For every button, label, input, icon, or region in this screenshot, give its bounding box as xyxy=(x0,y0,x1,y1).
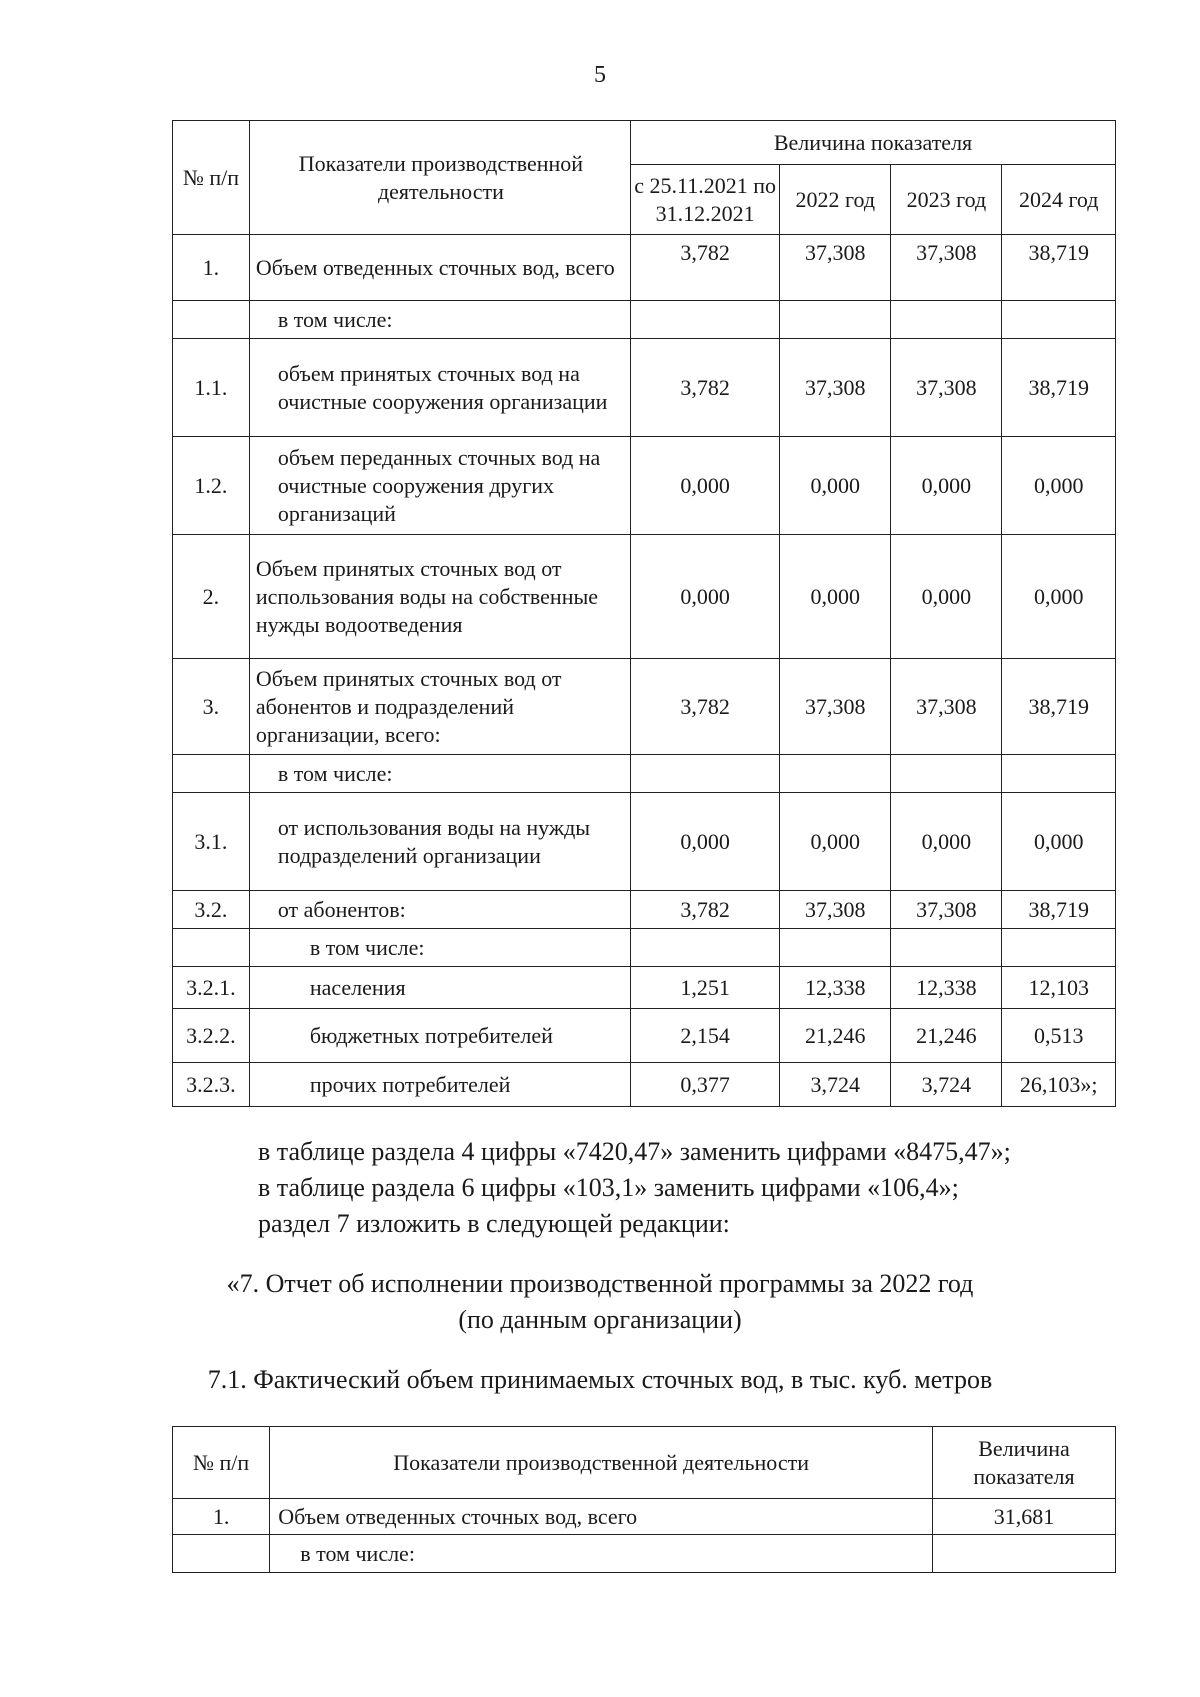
row-value: 37,308 xyxy=(891,235,1002,301)
row-value: 3,724 xyxy=(891,1063,1002,1107)
row-indicator: от использования воды на нужды подразделений организации xyxy=(249,793,630,891)
column-header-period: 2024 год xyxy=(1002,165,1116,235)
table-row xyxy=(173,535,1116,659)
row-indicator: от абонентов: xyxy=(249,891,630,929)
row-value: 31,681 xyxy=(932,1499,1115,1535)
table-row xyxy=(173,1499,1116,1535)
row-value: 37,308 xyxy=(780,891,891,929)
row-value: 26,103»; xyxy=(1002,1063,1116,1107)
row-value: 0,000 xyxy=(891,437,1002,535)
row-indicator: Объем отведенных сточных вод, всего xyxy=(270,1499,933,1535)
row-value: 3,782 xyxy=(631,659,780,755)
row-number: 1. xyxy=(173,1499,270,1535)
column-header-indicators: Показатели производственной деятельности xyxy=(249,121,630,235)
row-value: 0,000 xyxy=(631,535,780,659)
row-value: 38,719 xyxy=(1002,339,1116,437)
row-value: 0,000 xyxy=(1002,793,1116,891)
row-number xyxy=(173,929,250,967)
row-value: 21,246 xyxy=(780,1009,891,1063)
row-value: 0,000 xyxy=(780,793,891,891)
table-row xyxy=(173,967,1116,1009)
row-value xyxy=(932,1535,1115,1573)
row-value xyxy=(891,301,1002,339)
table-row xyxy=(173,659,1116,755)
row-value: 38,719 xyxy=(1002,891,1116,929)
row-indicator: в том числе: xyxy=(249,301,630,339)
row-value xyxy=(1002,755,1116,793)
row-indicator: прочих потребителей xyxy=(249,1063,630,1107)
row-indicator: бюджетных потребителей xyxy=(249,1009,630,1063)
row-value: 38,719 xyxy=(1002,659,1116,755)
table-row xyxy=(173,929,1116,967)
row-value: 0,000 xyxy=(1002,535,1116,659)
table-row xyxy=(173,793,1116,891)
column-header-value-group: Величина показателя xyxy=(631,121,1116,165)
table-row xyxy=(173,755,1116,793)
table-row xyxy=(173,339,1116,437)
row-number: 1. xyxy=(173,235,250,301)
column-header-period: 2023 год xyxy=(891,165,1002,235)
amendment-paragraph: в таблице раздела 6 цифры «103,1» заменить цифрами «106,4»; xyxy=(258,1173,959,1202)
column-header-no: № п/п xyxy=(173,121,250,235)
row-value: 37,308 xyxy=(780,339,891,437)
row-value: 0,000 xyxy=(1002,437,1116,535)
row-value: 21,246 xyxy=(891,1009,1002,1063)
column-header-period: 2022 год xyxy=(780,165,891,235)
row-number: 1.2. xyxy=(173,437,250,535)
subsection-title: 7.1. Фактический объем принимаемых сточных вод, в тыс. куб. метров xyxy=(207,1365,993,1394)
row-number: 3.2.3. xyxy=(173,1063,250,1107)
row-value: 0,513 xyxy=(1002,1009,1116,1063)
page-number: 5 xyxy=(594,62,606,88)
table-row xyxy=(173,235,1116,301)
row-number: 1.1. xyxy=(173,339,250,437)
row-indicator: в том числе: xyxy=(270,1535,933,1573)
row-value: 0,000 xyxy=(631,793,780,891)
column-header-no: № п/п xyxy=(173,1427,270,1499)
row-number: 3.2.1. xyxy=(173,967,250,1009)
row-value xyxy=(891,755,1002,793)
row-indicator: населения xyxy=(249,967,630,1009)
amendment-paragraph: раздел 7 изложить в следующей редакции: xyxy=(258,1209,730,1238)
row-number xyxy=(173,1535,270,1573)
row-indicator: объем принятых сточных вод на очистные сооружения организации xyxy=(249,339,630,437)
row-indicator: Объем принятых сточных вод от использования воды на собственные нужды водоотведения xyxy=(249,535,630,659)
table-row xyxy=(173,1063,1116,1107)
row-value: 12,338 xyxy=(780,967,891,1009)
row-indicator: Объем принятых сточных вод от абонентов и подразделений организации, всего: xyxy=(249,659,630,755)
row-number xyxy=(173,755,250,793)
table-row xyxy=(173,437,1116,535)
section-title: «7. Отчет об исполнении производственной программы за 2022 год xyxy=(226,1269,974,1298)
row-value xyxy=(631,755,780,793)
row-value: 0,000 xyxy=(780,535,891,659)
row-value xyxy=(1002,301,1116,339)
row-value xyxy=(631,301,780,339)
row-value: 12,103 xyxy=(1002,967,1116,1009)
row-value: 2,154 xyxy=(631,1009,780,1063)
row-value xyxy=(1002,929,1116,967)
row-number: 3.1. xyxy=(173,793,250,891)
row-value: 37,308 xyxy=(780,659,891,755)
row-value: 3,782 xyxy=(631,235,780,301)
row-value: 3,724 xyxy=(780,1063,891,1107)
row-value xyxy=(780,301,891,339)
column-header-value: Величина показателя xyxy=(932,1427,1115,1499)
row-number: 3. xyxy=(173,659,250,755)
row-value: 37,308 xyxy=(891,891,1002,929)
row-value: 3,782 xyxy=(631,891,780,929)
row-value: 1,251 xyxy=(631,967,780,1009)
row-value: 37,308 xyxy=(891,659,1002,755)
row-value xyxy=(780,755,891,793)
row-value: 3,782 xyxy=(631,339,780,437)
column-header-indicators: Показатели производственной деятельности xyxy=(270,1427,933,1499)
row-value: 37,308 xyxy=(780,235,891,301)
table-row xyxy=(173,891,1116,929)
row-value xyxy=(631,929,780,967)
row-indicator: объем переданных сточных вод на очистные сооружения других организаций xyxy=(249,437,630,535)
amendment-paragraph: в таблице раздела 4 цифры «7420,47» заменить цифрами «8475,47»; xyxy=(258,1137,1011,1166)
row-number: 3.2.2. xyxy=(173,1009,250,1063)
actual-volume-table xyxy=(172,1426,1116,1573)
row-value: 37,308 xyxy=(891,339,1002,437)
row-indicator: в том числе: xyxy=(249,755,630,793)
row-value: 38,719 xyxy=(1002,235,1116,301)
production-indicators-table xyxy=(172,120,1116,1107)
column-header-period: с 25.11.2021 по 31.12.2021 xyxy=(631,165,780,235)
row-value: 12,338 xyxy=(891,967,1002,1009)
table-row xyxy=(173,1009,1116,1063)
section-subtitle: (по данным организации) xyxy=(458,1305,742,1334)
table-row xyxy=(173,1535,1116,1573)
row-value xyxy=(891,929,1002,967)
row-value: 0,377 xyxy=(631,1063,780,1107)
row-value xyxy=(780,929,891,967)
row-value: 0,000 xyxy=(891,535,1002,659)
row-value: 0,000 xyxy=(891,793,1002,891)
row-number: 2. xyxy=(173,535,250,659)
row-number: 3.2. xyxy=(173,891,250,929)
row-indicator: в том числе: xyxy=(249,929,630,967)
row-indicator: Объем отведенных сточных вод, всего xyxy=(249,235,630,301)
table-row xyxy=(173,301,1116,339)
row-number xyxy=(173,301,250,339)
row-value: 0,000 xyxy=(780,437,891,535)
row-value: 0,000 xyxy=(631,437,780,535)
